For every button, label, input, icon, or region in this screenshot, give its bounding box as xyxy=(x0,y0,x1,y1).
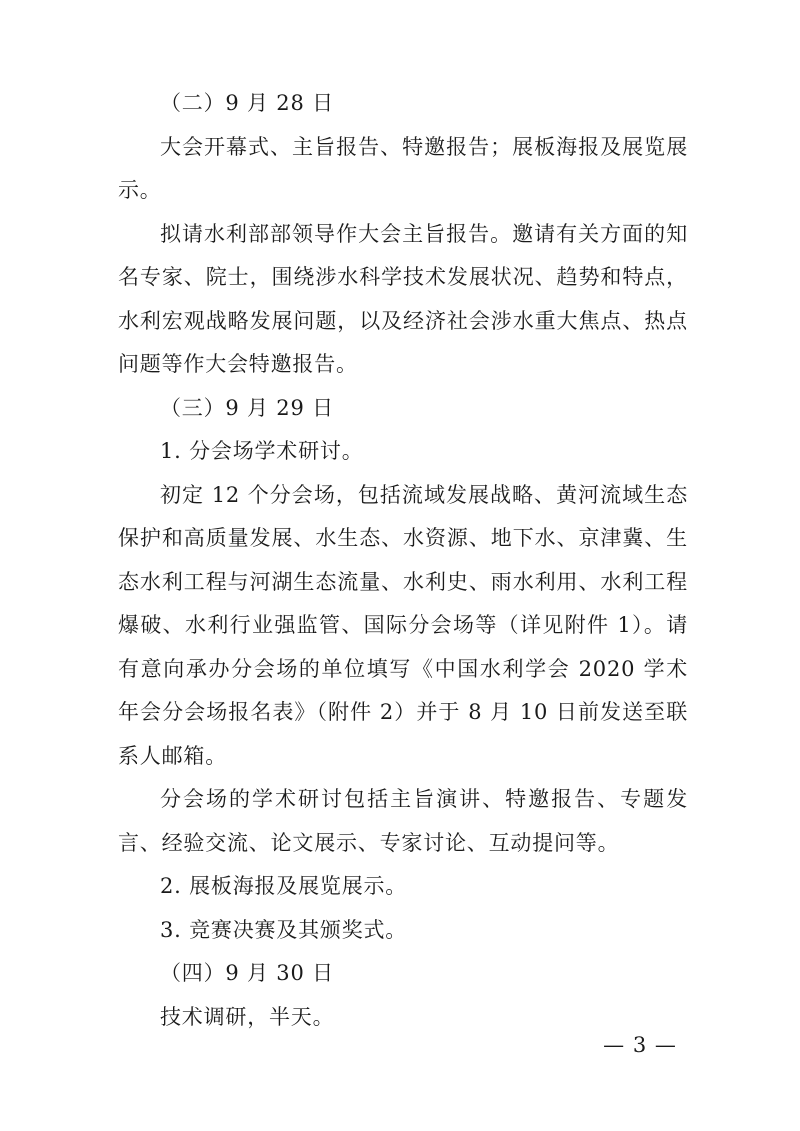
section-heading-sept-29: （三）9 月 29 日 xyxy=(160,395,334,420)
section-heading-sept-28: （二）9 月 28 日 xyxy=(160,91,334,115)
paragraph-seminar-content: 分会场的学术研讨包括主旨演讲、特邀报告、专题发言、经验交流、论文展示、专家讨论、互动提问等。 xyxy=(118,787,688,855)
paragraph-keynote-reports: 拟请水利部部领导作大会主旨报告。邀请有关方面的知名专家、院士，围绕涉水科学技术发展状况、趋势和特点，水利宏观战略发展问题，以及经济社会涉水重大焦点、热点问题等作大会特邀报告。 xyxy=(118,221,688,376)
page-number: — 3 — xyxy=(603,1033,677,1057)
paragraph-sub-venues: 初定 12 个分会场，包括流域发展战略、黄河流域生态保护和高质量发展、水生态、水资源、地下水、京津冀、生态水利工程与河湖生态流量、水利史、雨水利用、水利工程爆破、水利行业强监管、国际分会场等（详见附件 1）。请有意向承办分会场的单位填写《中国水利学会 2020 学术年会分会场报名表》（附件 2）并于 8 月 10 日前发送至联系人邮箱。 xyxy=(118,482,688,768)
document-body xyxy=(118,82,688,1039)
section-heading-sept-30: （四）9 月 30 日 xyxy=(160,961,334,985)
list-item-poster-exhibition: 2. 展板海报及展览展示。 xyxy=(160,874,408,898)
paragraph-technical-survey: 技术调研，半天。 xyxy=(160,1004,335,1029)
paragraph-opening-ceremony: 大会开幕式、主旨报告、特邀报告；展板海报及展览展示。 xyxy=(118,134,688,202)
list-item-sub-venue-seminars: 1. 分会场学术研讨。 xyxy=(160,439,364,463)
list-item-competition-finals: 3. 竞赛决赛及其颁奖式。 xyxy=(160,917,408,942)
